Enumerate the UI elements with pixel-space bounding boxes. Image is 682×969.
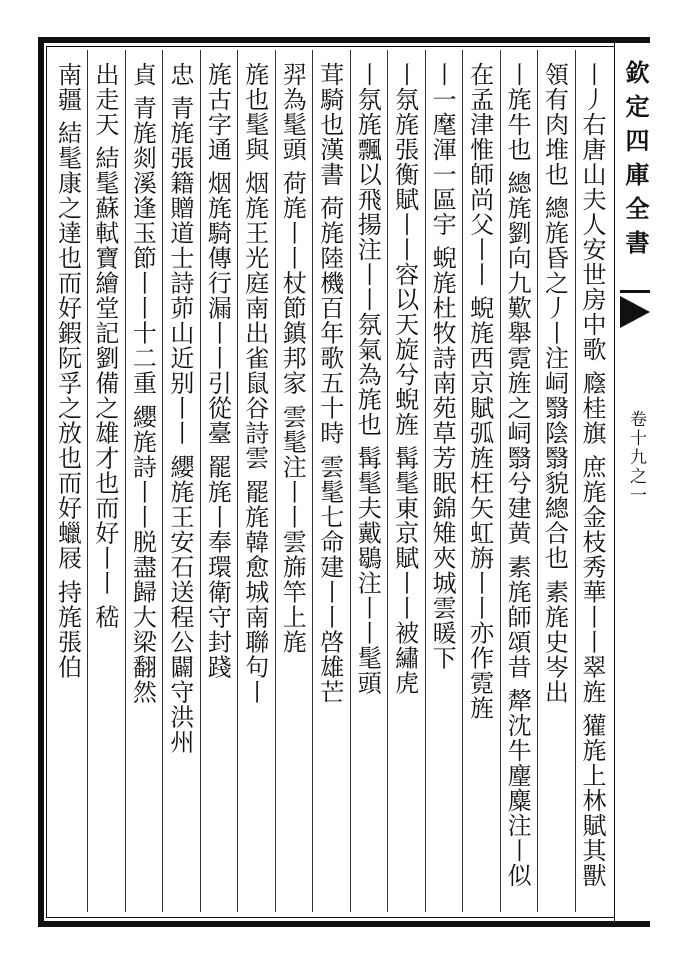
text-column: 茸騎也漢書 荷旄陸機百年歌五十時 雲髦七命建丨丨啓雄芒: [312, 50, 349, 912]
text-column: 南疆 結髦康之達也而好鍜阮孚之放也而好蠟屐 持旄張伯: [53, 62, 82, 680]
fishtail-line: [620, 290, 650, 293]
text-columns: [50, 50, 612, 912]
text-column: 貞 青旄剡溪逢玉節丨丨十二重 纓旄詩丨丨脱盡歸大梁翻然: [125, 50, 162, 912]
text-column: 在孟津惟師尚父丨丨 蜺旄西京賦弧旌枉矢虹旃丨丨亦作霓旌: [462, 50, 499, 912]
text-column: 忠 青旄張籍贈道士詩茆山近别丨丨 纓旄王安石送程公闢守洪州: [162, 50, 199, 912]
text-column: 丨丿右唐山夫人安世房中歌 廕桂旗 庶旄金枝秀華丨丨翠旌 獾旄上林賦其獸: [575, 50, 612, 912]
text-column: 領有肉堆也 總旄昏之丿丨注㟃翳陰翳貌總合也 素旄史岑出: [537, 50, 574, 912]
book-title: 欽定四庫全書: [621, 60, 650, 264]
text-column: 丨氛旄張衡賦丨丨容以天旋兮蜺旌 髯髦東京賦丨丨被繡虎: [387, 50, 424, 912]
chapter-label: 卷十九之一: [626, 410, 646, 505]
text-column: 旄古字通 烟旄騎傳行漏丨丨引從臺 罷旄丨奉環衛守封踐: [200, 50, 237, 912]
text-column: 丨旄牛也 總旄劉向九歎舉霓旌之㟃翳兮建黄 素旄師頌昔 犛沈牛麈麋注丨似: [500, 50, 537, 912]
text-column: 旄也髦與 烟旄王光庭南出雀鼠谷詩雲 罷旄韓愈城南聯句丨: [237, 50, 274, 912]
text-column: 羿為髦頭 荷旄丨丨杖節鎮邦家 雲髦注丨丨雲旆竿上旄: [275, 50, 312, 912]
text-column: 丨氛旄飄以飛揚注丨丨氛氣為旄也 髯髦夫戴鶡注丨丨髦頭: [350, 50, 387, 912]
text-column: 出走天 結髦蘇軾寶繪堂記劉備之雄才也而好丨丨 嵇: [87, 50, 124, 912]
fishtail-mark-icon: [620, 296, 650, 328]
text-column: 丨一麾渾一區宇 蜺旄杜牧詩南苑草芳眠錦雉夾城雲暖下: [425, 50, 462, 912]
